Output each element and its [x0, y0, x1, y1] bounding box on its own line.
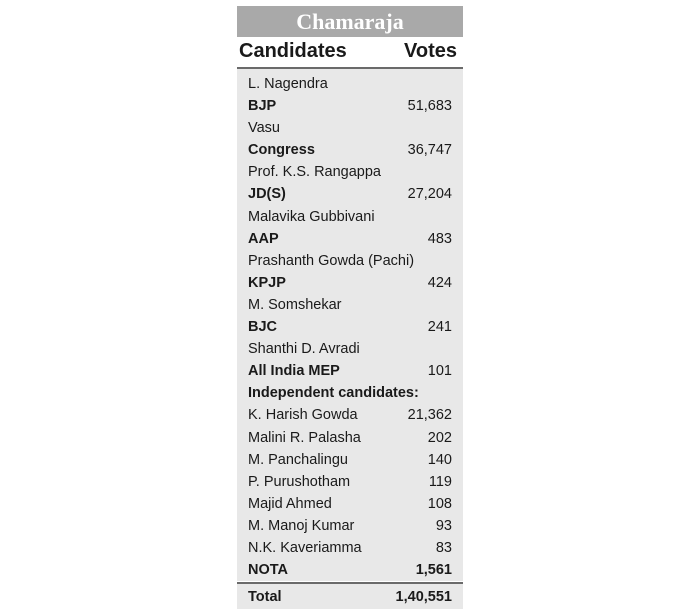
- party-name: KPJP: [248, 274, 286, 291]
- candidate-row: [237, 515, 463, 537]
- party-row: [237, 95, 463, 117]
- total-row: [237, 584, 463, 609]
- vote-count: 241: [427, 319, 452, 336]
- results-panel: [237, 6, 463, 609]
- party-row: [237, 228, 463, 250]
- candidate-row: [237, 404, 463, 426]
- party-name: BJC: [248, 319, 278, 336]
- candidate-row: [237, 250, 463, 272]
- party-row: [237, 360, 463, 382]
- party-row: [237, 139, 463, 161]
- vote-count: 51,683: [407, 98, 452, 115]
- vote-count: 1,561: [415, 562, 452, 579]
- vote-count: 93: [435, 517, 452, 534]
- vote-count: 108: [427, 495, 452, 512]
- party-name: JD(S): [248, 186, 286, 203]
- section-heading: [237, 382, 463, 404]
- candidate-row: [237, 493, 463, 515]
- candidate-row: [237, 338, 463, 360]
- vote-count: 483: [427, 230, 452, 247]
- vote-count: 424: [427, 274, 452, 291]
- results-rows: [237, 73, 463, 581]
- candidate-name: Majid Ahmed: [248, 495, 332, 512]
- candidate-row: [237, 117, 463, 139]
- candidate-name: M. Manoj Kumar: [248, 517, 355, 534]
- candidates-column-header: Candidates: [239, 40, 347, 62]
- party-name: All India MEP: [248, 363, 340, 380]
- total-votes: 1,40,551: [395, 589, 452, 605]
- candidate-name: Prashanth Gowda (Pachi): [248, 252, 415, 269]
- constituency-title: Chamaraja: [237, 6, 463, 37]
- candidate-name: M. Panchalingu: [248, 451, 348, 468]
- results-table-body: [237, 69, 463, 581]
- party-row: [237, 183, 463, 205]
- candidate-name: L. Nagendra: [248, 76, 328, 92]
- candidate-name: M. Somshekar: [248, 296, 342, 313]
- candidate-name: Malavika Gubbivani: [248, 208, 375, 225]
- nota-row: [237, 559, 463, 581]
- vote-count: 21,362: [407, 407, 452, 424]
- candidate-name: Independent candidates:: [248, 385, 419, 402]
- vote-count: 202: [427, 429, 452, 446]
- table-header: [237, 37, 463, 66]
- vote-count: 36,747: [407, 142, 452, 159]
- candidate-row: [237, 73, 463, 95]
- candidate-name: P. Purushotham: [248, 473, 351, 490]
- candidate-name: Prof. K.S. Rangappa: [248, 164, 381, 181]
- candidate-row: [237, 537, 463, 559]
- vote-count: 27,204: [407, 186, 452, 203]
- party-name: AAP: [248, 230, 279, 247]
- party-row: [237, 316, 463, 338]
- candidate-name: N.K. Kaveriamma: [248, 539, 362, 556]
- candidate-row: [237, 427, 463, 449]
- candidate-name: Malini R. Palasha: [248, 429, 361, 446]
- vote-count: 101: [427, 363, 452, 380]
- votes-column-header: Votes: [404, 40, 457, 62]
- candidate-row: [237, 294, 463, 316]
- candidate-name: NOTA: [248, 562, 289, 579]
- candidate-name: Vasu: [248, 120, 280, 137]
- vote-count: 140: [427, 451, 452, 468]
- party-name: Congress: [248, 142, 315, 159]
- vote-count: 119: [428, 473, 452, 490]
- total-label: Total: [248, 589, 282, 605]
- vote-count: 83: [435, 539, 452, 556]
- candidate-row: [237, 161, 463, 183]
- candidate-row: [237, 206, 463, 228]
- candidate-name: K. Harish Gowda: [248, 407, 358, 424]
- party-name: BJP: [248, 98, 277, 115]
- party-row: [237, 272, 463, 294]
- candidate-row: [237, 449, 463, 471]
- candidate-name: Shanthi D. Avradi: [248, 341, 360, 358]
- candidate-row: [237, 471, 463, 493]
